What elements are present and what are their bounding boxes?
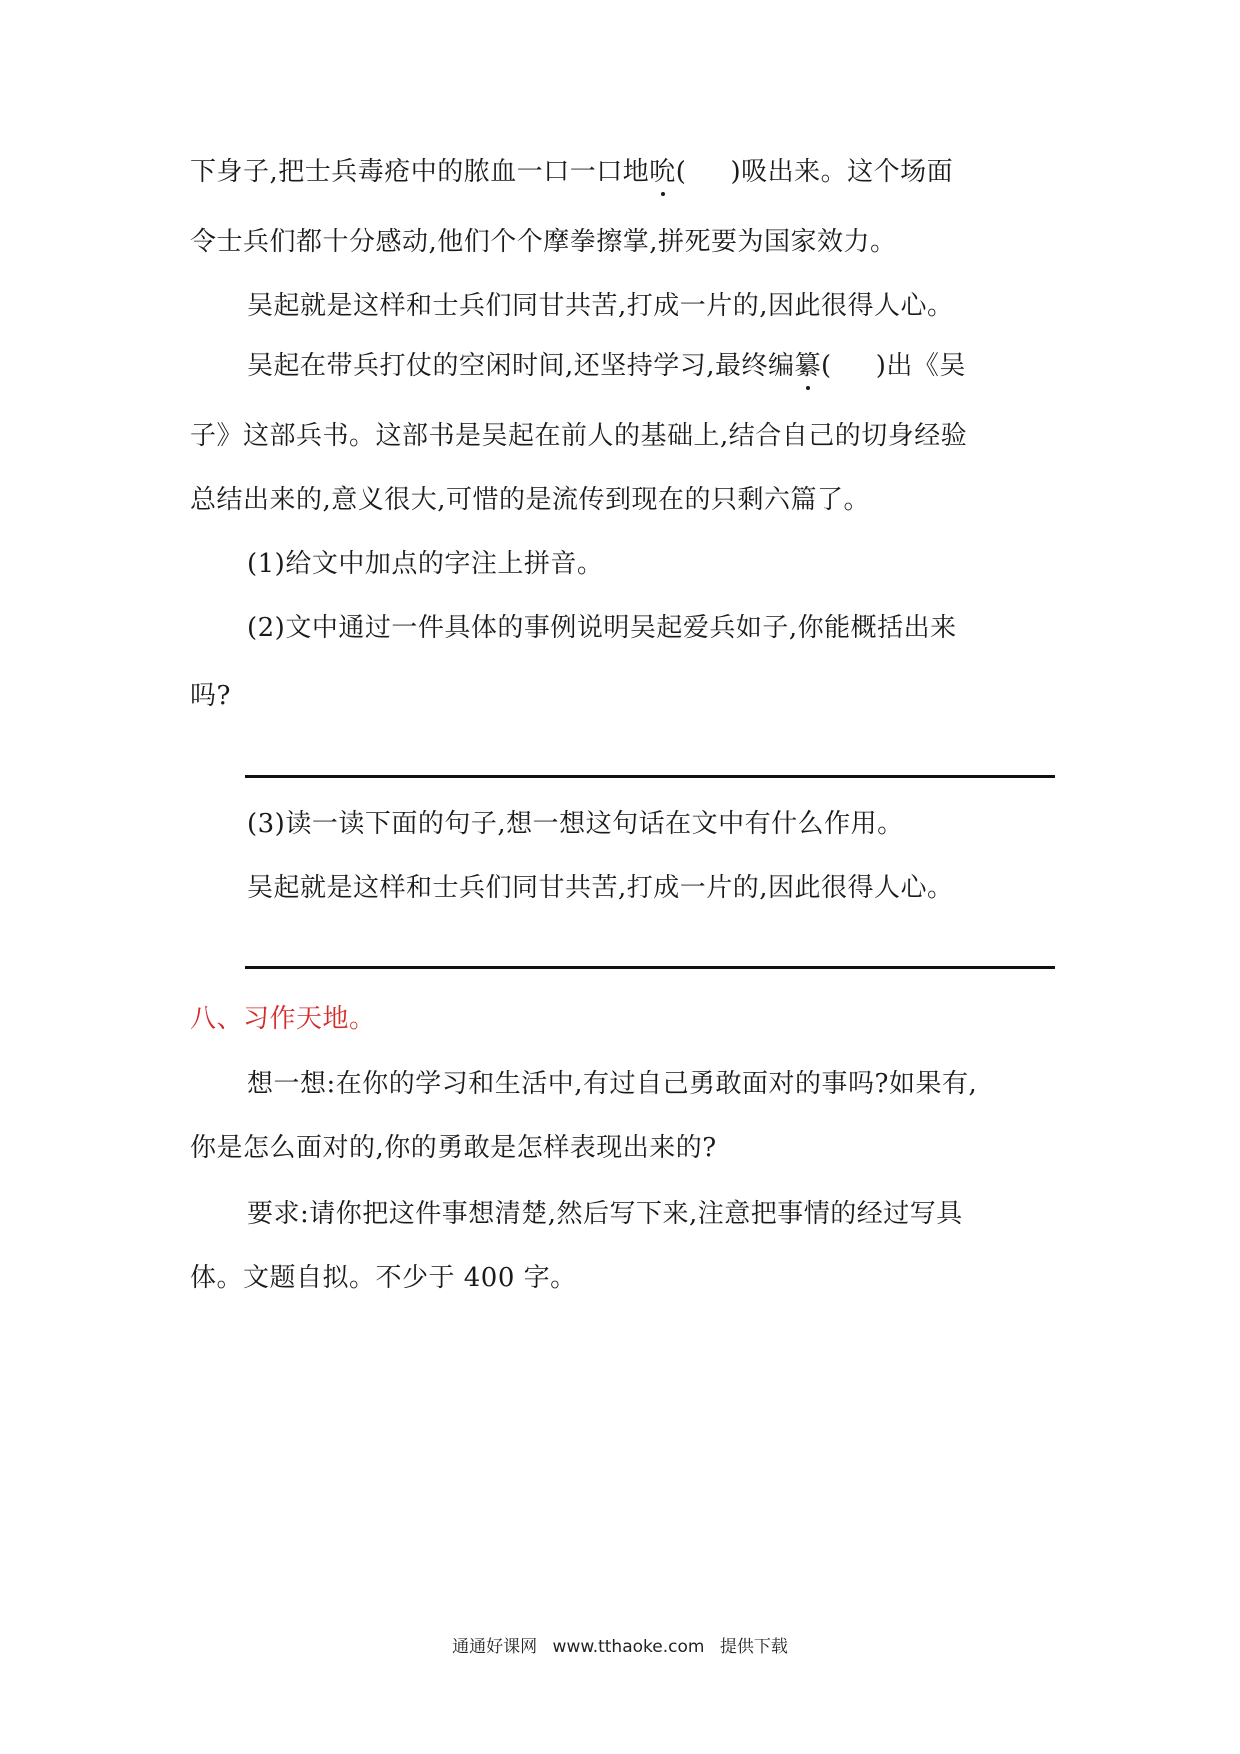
passage-line-3: 吴起就是这样和士兵们同甘共苦,打成一片的,因此很得人心。 xyxy=(247,291,954,321)
section-8-requirements-cont: 体。文题自拟。不少于 400 字。 xyxy=(190,1263,577,1293)
section-8-heading: 八、习作天地。 xyxy=(190,1004,376,1034)
section-8-paragraph-1: 想一想:在你的学习和生活中,有过自己勇敢面对的事吗?如果有, xyxy=(247,1069,978,1099)
question-2-cont: 吗? xyxy=(190,681,231,711)
question-3-quote: 吴起就是这样和士兵们同甘共苦,打成一片的,因此很得人心。 xyxy=(247,873,954,903)
open-paren: ( xyxy=(675,157,687,187)
question-3: (3)读一读下面的句子,想一想这句话在文中有什么作用。 xyxy=(247,809,904,839)
footer-note: 提供下载 xyxy=(719,1637,788,1657)
section-8-requirements: 要求:请你把这件事想清楚,然后写下来,注意把事情的经过写具 xyxy=(247,1199,963,1229)
answer-line-2[interactable] xyxy=(245,966,1055,969)
answer-line-1[interactable] xyxy=(245,775,1055,778)
dotted-char: 吮 xyxy=(649,157,676,187)
passage-line-6: 总结出来的,意义很大,可惜的是流传到现在的只剩六篇了。 xyxy=(190,485,871,515)
passage-line-5: 子》这部兵书。这部书是吴起在前人的基础上,结合自己的切身经验 xyxy=(190,421,968,451)
text-segment: 吴起在带兵打仗的空闲时间,还坚持学习,最终编 xyxy=(247,351,795,381)
question-2: (2)文中通过一件具体的事例说明吴起爱兵如子,你能概括出来 xyxy=(247,613,957,643)
text-segment: 下身子,把士兵毒疮中的脓血一口一口地 xyxy=(190,157,650,187)
passage-line-4 xyxy=(247,350,966,382)
text-segment: )出《吴 xyxy=(875,351,966,381)
text-segment: )吸出来。这个场面 xyxy=(730,157,954,187)
footer-site-name: 通通好课网 xyxy=(452,1637,538,1657)
dotted-char: 纂 xyxy=(794,351,822,381)
footer-url[interactable]: www.tthaoke.com xyxy=(552,1637,705,1657)
page-footer xyxy=(0,1632,1240,1657)
open-paren: ( xyxy=(821,351,832,381)
passage-line-1 xyxy=(190,156,953,188)
question-1: (1)给文中加点的字注上拼音。 xyxy=(247,549,604,579)
passage-line-2: 令士兵们都十分感动,他们个个摩拳擦掌,拼死要为国家效力。 xyxy=(190,227,897,257)
section-8-paragraph-1-cont: 你是怎么面对的,你的勇敢是怎样表现出来的? xyxy=(190,1133,717,1163)
